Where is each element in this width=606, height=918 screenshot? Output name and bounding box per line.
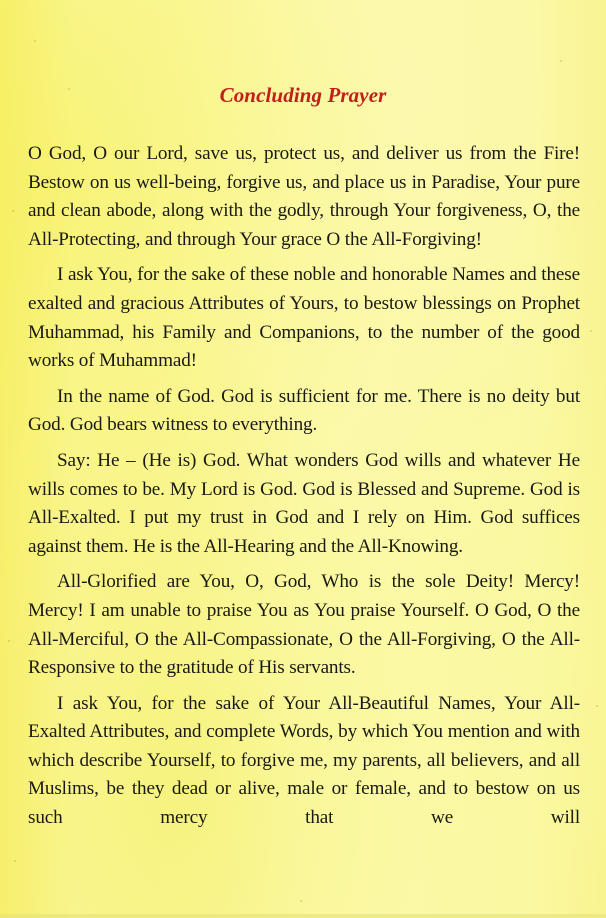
paper-speck bbox=[590, 330, 592, 332]
paper-speck bbox=[8, 640, 10, 642]
paper-speck bbox=[14, 860, 16, 862]
paper-speck bbox=[560, 60, 562, 62]
page-title: Concluding Prayer bbox=[219, 83, 387, 107]
paper-speck bbox=[34, 40, 36, 42]
paragraph-4: Say: He – (He is) God. What wonders God wills and whatever He wills comes to be. My Lord is God. God is Blessed and Supreme. God is All-Exalted. I put my trust in God and I rely on Him. God suffices against them. He is the All-Hearing and the All-Knowing. bbox=[28, 449, 580, 557]
paragraph-6: I ask You, for the sake of Your All-Beautiful Names, Your All-Exalted Attributes, and complete Words, by which You mention and with which describe Yourself, to forgive me, my parents, all believers, and all Muslims, be they dead or alive, male or female, and to bestow on us such mercy that we will bbox=[28, 692, 580, 829]
paragraph-2: I ask You, for the sake of these noble and honorable Names and these exalted and gracious Attributes of Yours, to bestow blessings on Prophet Muhammad, his Family and Companions, to the number of the good works of Muhammad! bbox=[28, 264, 580, 372]
paragraph-5: All-Glorified are You, O, God, Who is the sole Deity! Mercy! Mercy! I am unable to praise You as You praise Yourself. O God, O the All-Merciful, O the All-Compassionate, O the All-Forgiving, O the All-Responsive to the gratitude of His servants. bbox=[28, 571, 580, 679]
paper-speck bbox=[300, 900, 302, 902]
paragraph-1: O God, O our Lord, save us, protect us, and deliver us from the Fire! Bestow on us well-being, forgive us, and place us in Paradise, Your pure and clean abode, along with the godly, through Your forgiveness, O, the All-Protecting, and through Your grace O the All-Forgiving! bbox=[28, 143, 580, 250]
paragraph-3: In the name of God. God is sufficient for me. There is no deity but God. God bears witness to everything. bbox=[28, 385, 580, 436]
paper-speck bbox=[12, 210, 14, 212]
page-bottom-edge bbox=[0, 914, 606, 918]
paper-speck bbox=[596, 705, 598, 707]
prayer-body bbox=[28, 140, 580, 840]
